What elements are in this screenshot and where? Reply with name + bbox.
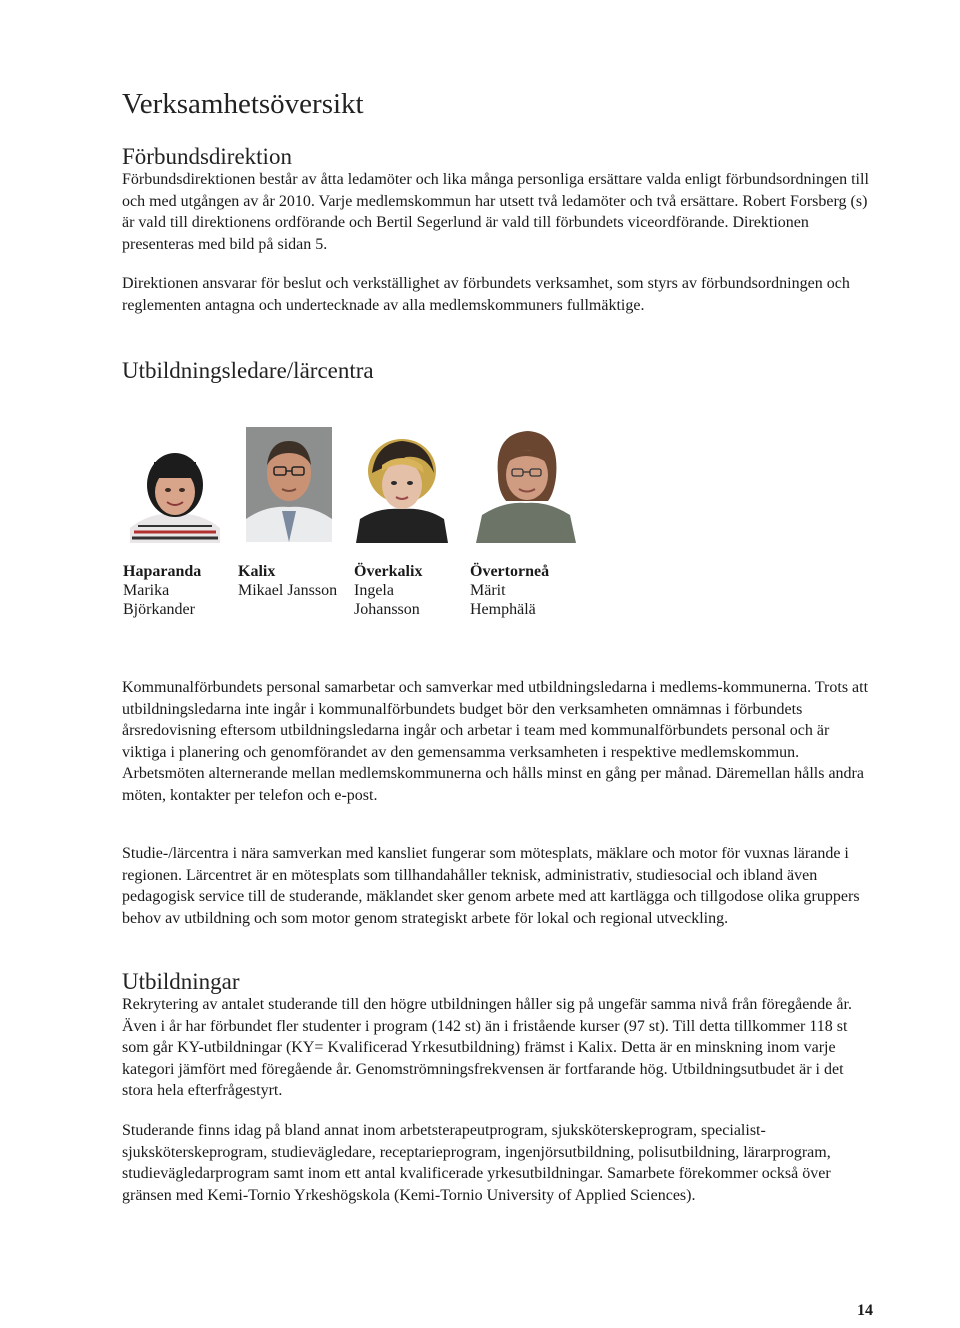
caption-name: Marika Björkander [123,582,195,618]
portrait-photo-3 [356,433,448,543]
heading-utbildningsledare: Utbildningsledare/lärcentra [122,358,374,383]
portrait-photo-2 [246,427,332,542]
portrait-photo-4 [476,423,576,543]
caption-name: Mikael Jansson [238,582,338,599]
caption-name: Ingela Johansson [354,582,420,618]
caption-person-1 [123,562,238,619]
portrait-photo-1 [130,440,220,543]
paragraph-utbildningsledare-1: Kommunalförbundets personal samarbetar och samverkar med utbildningsledarna i medlems-kommunerna. Trots att utbildningsledarna inte ingår i kommunalförbundets budget bör den verksamheten omnämnas i förbundets årsredovisning eftersom utbildningsledarna ingår och arbetar i team med kommunalförbundets personal och är viktiga i planering och genomförandet av den gemensamma verksamheten i respektive medlemskommun. Arbetsmöten alternerande mellan medlemskommunerna och hålls minst en gång per månad. Däremellan hålls andra möten, kontakter per telefon och e-post. [122,679,869,804]
paragraph-utbildningar-1: Rekrytering av antalet studerande till den högre utbildningen håller sig på ungefär samma nivå från föregående år. Även i år har förbundet fler studenter i program (142 st) än i fristående kurser (97 st). Till detta tillkommer 118 st som går KY-utbildningar (KY= Kvalificerad Yrkesutbildning) främst i Kalix. Detta är en minskning inom varje kategori jämfört med föregående år. Genomströmningsfrekvensen är fortfarande hög. Utbildningsutbudet är i det stora hela efterfrågestyrt. [122,996,852,1099]
page-number: 14 [857,1302,873,1319]
paragraph-utbildningar-2: Studerande finns idag på bland annat inom arbetsterapeutprogram, sjuksköterskeprogram, specialist-sjuksköterskeprogram, studievägledare, receptarieprogram, ingenjörsutbildning, polisutbildning, lärarprogram, studievägledarprogram samt inom ett antal kvalificerade yrkesutbildningar. Samarbete förekommer också över gränsen med Kemi-Tornio Yrkeshögskola (Kemi-Tornio University of Applied Sciences). [122,1122,831,1204]
caption-town: Haparanda [123,563,202,580]
page-title: Verksamhetsöversikt [122,88,364,120]
caption-person-4 [470,562,570,619]
paragraph-forbundsdirektion-1: Förbundsdirektionen består av åtta ledamöter och lika många personliga ersättare valda enligt förbundsordningen till och med utgången av år 2010. Varje medlemskommun har utsett två ledamöter och två ersättare. Robert Forsberg (s) är vald till direktionens ordförande och Bertil Segerlund är vald till förbundets viceordförande. Direktionen presenteras med bild på sidan 5. [122,171,869,253]
caption-town: Övertorneå [470,563,550,580]
caption-town: Överkalix [354,563,423,580]
paragraph-forbundsdirektion-2: Direktionen ansvarar för beslut och verkställighet av förbundets verksamhet, som styrs av förbundsordningen och reglementen antagna och undertecknade av alla medlemskommuners fullmäktige. [122,275,850,314]
heading-utbildningar: Utbildningar [122,969,240,994]
paragraph-utbildningsledare-2: Studie-/lärcentra i nära samverkan med kansliet fungerar som mötesplats, mäklare och motor för vuxnas lärande i regionen. Lärcentret är en mötesplats som tillhandahåller teknisk, administrativ, studiesocial och ibland även pedagogisk service till de studerande, mäklandet sker genom arbete med att kartlägga och tillgodose olika gruppers behov av utbildning och som motor genom strategiskt arbete för lokal och regional utveckling. [122,845,860,927]
caption-person-2 [238,562,350,600]
heading-forbundsdirektion: Förbundsdirektion [122,144,292,169]
caption-name: Märit Hemphälä [470,582,536,618]
caption-town: Kalix [238,563,276,580]
caption-person-3 [354,562,454,619]
